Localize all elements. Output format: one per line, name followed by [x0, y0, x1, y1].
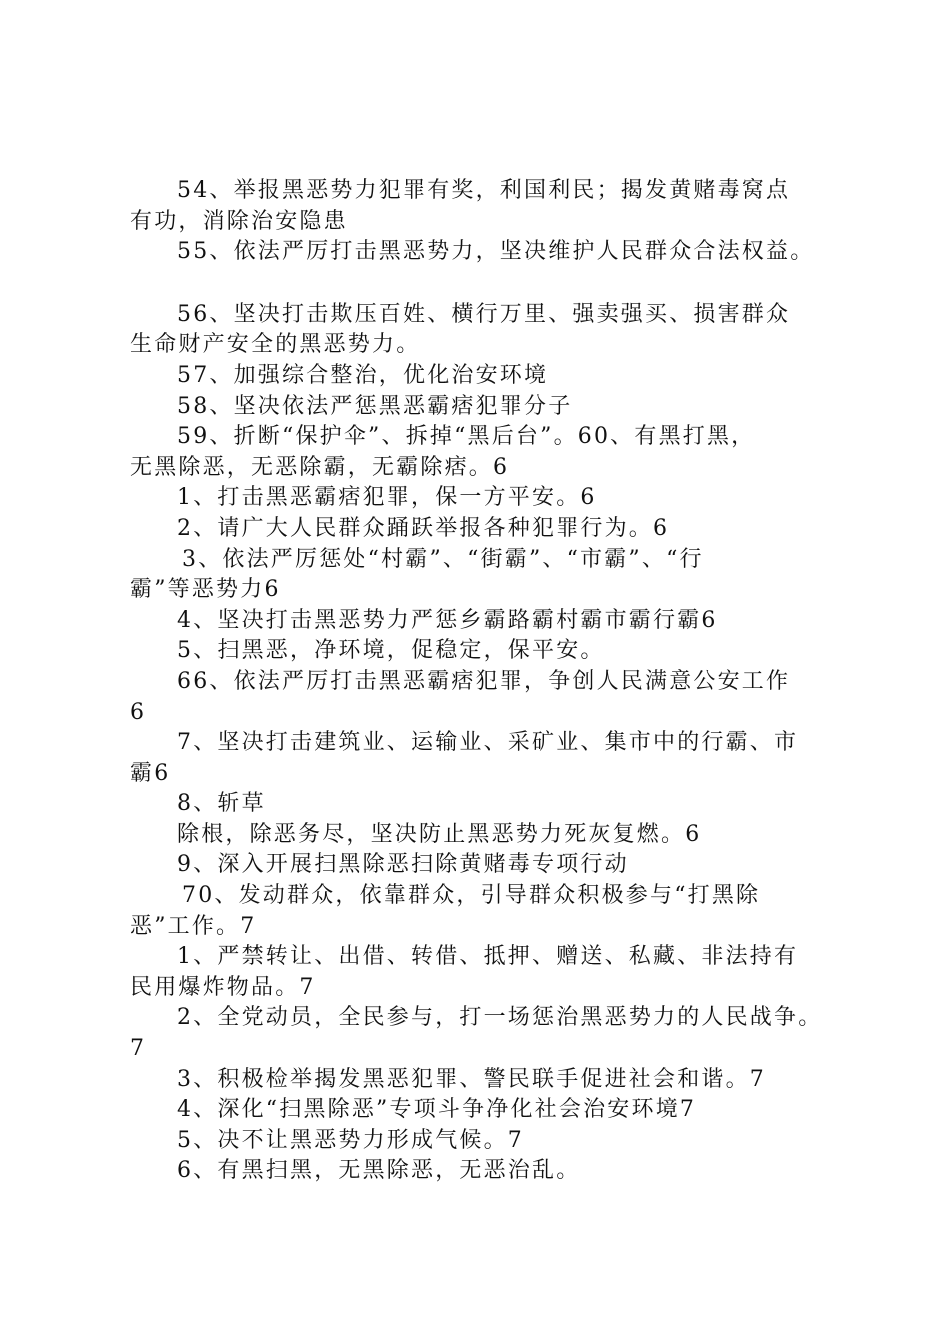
text-line: 民用爆炸物品。7 [130, 974, 316, 1000]
text-line: 2、请广大人民群众踊跃举报各种犯罪行为。6 [177, 515, 670, 541]
text-line: 3、积极检举揭发黑恶犯罪、警民联手促进社会和谐。7 [177, 1066, 766, 1092]
text-line: 54、举报黑恶势力犯罪有奖，利国利民；揭发黄赌毒窝点 [177, 178, 791, 203]
text-line: 5、扫黑恶，净环境，促稳定，保平安。 [177, 638, 605, 664]
text-line: 7 [130, 1036, 147, 1062]
text-line: 有功，消除治安隐患 [130, 208, 348, 234]
text-line: 生命财产安全的黑恶势力。 [130, 332, 421, 358]
text-line: 55、依法严厉打击黑恶势力，坚决维护人民群众合法权益。 [177, 239, 815, 265]
text-line: 5、决不让黑恶势力形成气候。7 [177, 1127, 524, 1153]
text-line: 无黑除恶，无恶除霸，无霸除痞。6 [130, 454, 510, 480]
text-line: 66、依法严厉打击黑恶霸痞犯罪，争创人民满意公安工作 [177, 668, 791, 694]
text-line: 8、斩草 [177, 791, 266, 817]
text-line: 霸6 [130, 760, 171, 786]
text-line: 6、有黑扫黑，无黑除恶，无恶治乱。 [177, 1158, 581, 1184]
text-line: 4、深化“扫黑除恶”专项斗争净化社会治安环境7 [177, 1097, 697, 1123]
text-line: 70、发动群众，依靠群众，引导群众积极参与“打黑除 [182, 883, 761, 909]
text-line: 3、依法严厉惩处“村霸”、“街霸”、“市霸”、“行 [182, 546, 704, 572]
document-body [130, 176, 850, 1187]
text-line: 7、坚决打击建筑业、运输业、采矿业、集市中的行霸、市 [177, 730, 799, 756]
text-line: 1、严禁转让、出借、转借、抵押、赠送、私藏、非法持有 [177, 944, 799, 970]
text-line: 59、折断“保护伞”、拆掉“黑后台”。60、有黑打黑， [177, 424, 756, 450]
text-line: 56、坚决打击欺压百姓、横行万里、强卖强买、损害群众 [177, 301, 791, 327]
paragraph-gap [130, 268, 850, 300]
text-line: 9、深入开展扫黑除恶扫除黄赌毒专项行动 [177, 852, 629, 878]
text-line: 2、全党动员，全民参与，打一场惩治黑恶势力的人民战争。 [177, 1005, 823, 1031]
text-line: 6 [130, 699, 147, 725]
text-line: 1、打击黑恶霸痞犯罪，保一方平安。6 [177, 485, 597, 511]
text-line: 57、加强综合整治，优化治安环境 [177, 362, 549, 388]
text-line: 4、坚决打击黑恶势力严惩乡霸路霸村霸市霸行霸6 [177, 607, 718, 633]
text-line: 恶”工作。7 [130, 913, 257, 939]
text-line: 霸”等恶势力6 [130, 577, 281, 603]
text-line: 除根，除恶务尽，坚决防止黑恶势力死灰复燃。6 [177, 821, 702, 847]
text-line: 58、坚决依法严惩黑恶霸痞犯罪分子 [177, 393, 573, 419]
